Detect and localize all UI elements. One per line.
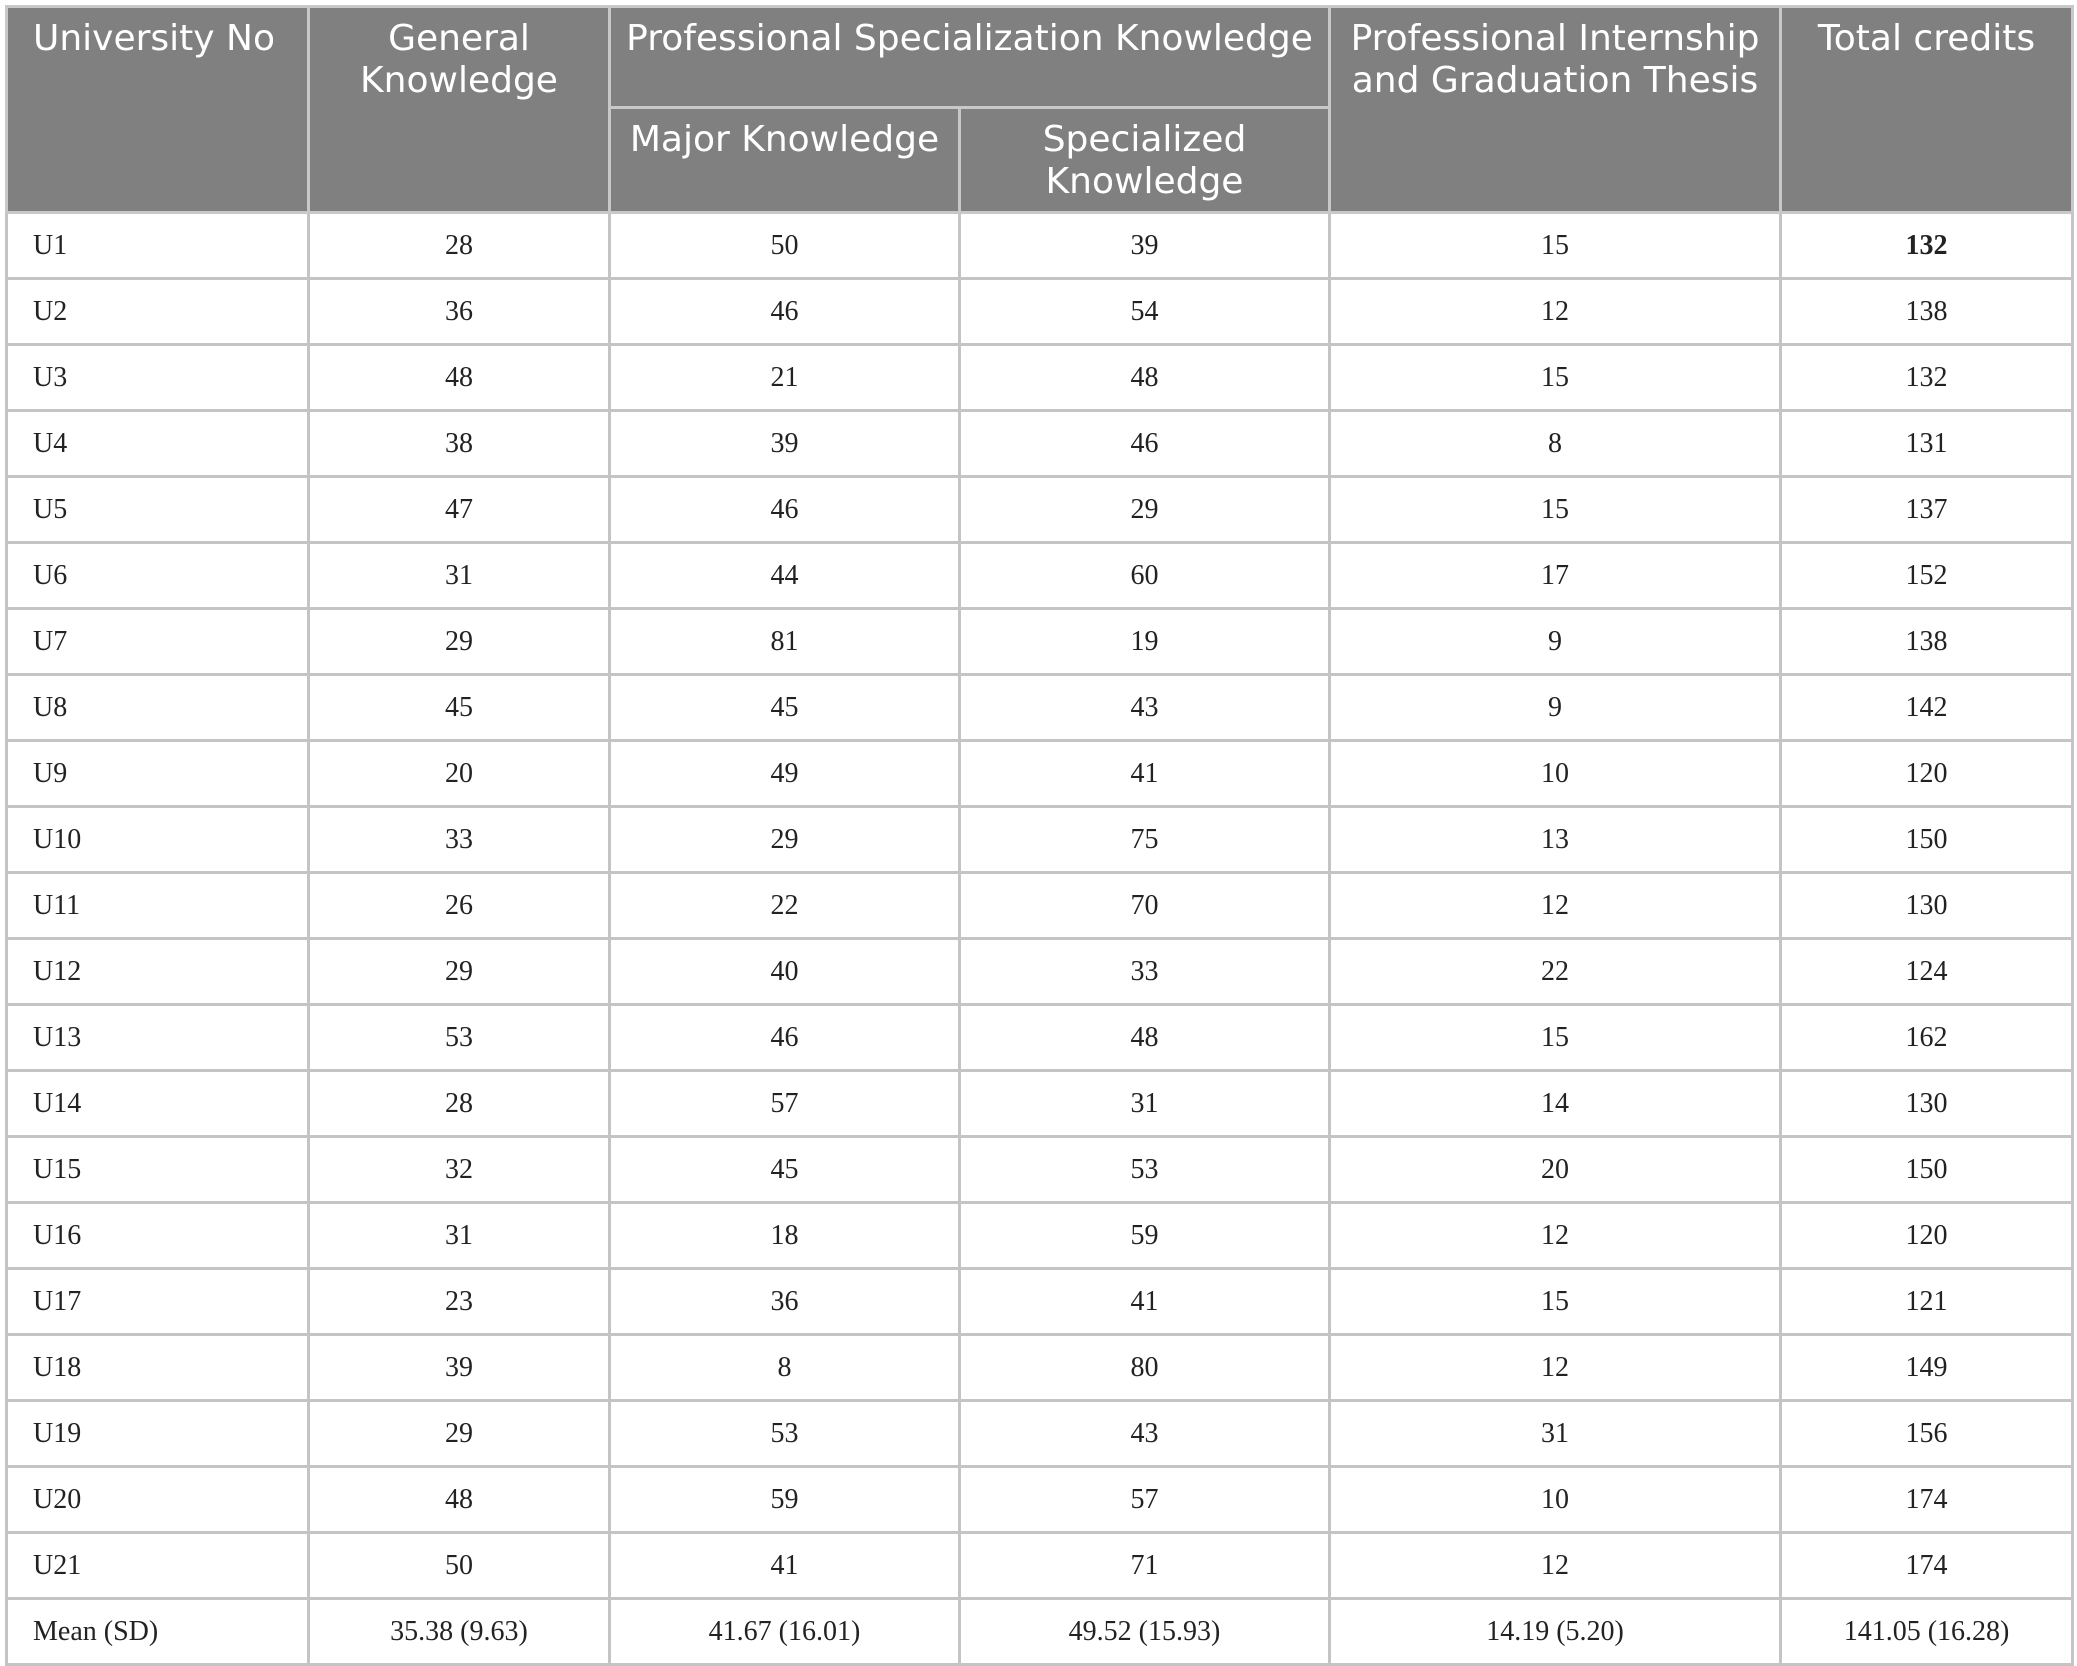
cell-total: 132: [1781, 213, 2073, 279]
cell-major: 29: [610, 807, 960, 873]
cell-general: 50: [309, 1533, 610, 1599]
cell-internship: 12: [1330, 873, 1781, 939]
cell-internship: 15: [1330, 345, 1781, 411]
cell-major: 36: [610, 1269, 960, 1335]
table-row: [7, 675, 2073, 741]
cell-internship: 15: [1330, 477, 1781, 543]
table-row: [7, 279, 2073, 345]
cell-specialized: 80: [960, 1335, 1330, 1401]
header-specialized-knowledge: Specialized Knowledge: [960, 108, 1330, 213]
cell-general: 38: [309, 411, 610, 477]
table-row: [7, 477, 2073, 543]
header-row-top: [7, 7, 2073, 108]
cell-specialized: 33: [960, 939, 1330, 1005]
table-row: [7, 1137, 2073, 1203]
cell-specialized: 29: [960, 477, 1330, 543]
cell-total: 152: [1781, 543, 2073, 609]
cell-major: 46: [610, 279, 960, 345]
cell-specialized: 43: [960, 1401, 1330, 1467]
cell-university: U14: [7, 1071, 309, 1137]
cell-general: 36: [309, 279, 610, 345]
cell-internship: 10: [1330, 1467, 1781, 1533]
cell-internship: 12: [1330, 1203, 1781, 1269]
cell-specialized: 71: [960, 1533, 1330, 1599]
cell-specialized: 43: [960, 675, 1330, 741]
cell-general: 31: [309, 543, 610, 609]
table-row: [7, 807, 2073, 873]
header-internship-thesis: Professional Internship and Graduation Thesis: [1330, 7, 1781, 213]
cell-total: 138: [1781, 609, 2073, 675]
cell-university: U3: [7, 345, 309, 411]
cell-general: 29: [309, 939, 610, 1005]
cell-general: 53: [309, 1005, 610, 1071]
cell-internship: 12: [1330, 1335, 1781, 1401]
cell-specialized: 53: [960, 1137, 1330, 1203]
cell-total: 141.05 (16.28): [1781, 1599, 2073, 1665]
cell-major: 21: [610, 345, 960, 411]
table-row: [7, 1401, 2073, 1467]
table-row: [7, 1203, 2073, 1269]
cell-general: 28: [309, 1071, 610, 1137]
credits-table: [5, 5, 2074, 1666]
cell-general: 48: [309, 345, 610, 411]
cell-general: 45: [309, 675, 610, 741]
cell-major: 81: [610, 609, 960, 675]
cell-internship: 22: [1330, 939, 1781, 1005]
cell-internship: 20: [1330, 1137, 1781, 1203]
table-row: [7, 543, 2073, 609]
cell-general: 31: [309, 1203, 610, 1269]
cell-total: 120: [1781, 1203, 2073, 1269]
cell-university: Mean (SD): [7, 1599, 309, 1665]
cell-major: 57: [610, 1071, 960, 1137]
cell-specialized: 39: [960, 213, 1330, 279]
cell-internship: 9: [1330, 675, 1781, 741]
cell-general: 32: [309, 1137, 610, 1203]
cell-internship: 17: [1330, 543, 1781, 609]
cell-university: U7: [7, 609, 309, 675]
cell-total: 132: [1781, 345, 2073, 411]
cell-general: 28: [309, 213, 610, 279]
table-row: [7, 939, 2073, 1005]
cell-internship: 15: [1330, 1005, 1781, 1071]
cell-total: 124: [1781, 939, 2073, 1005]
cell-specialized: 70: [960, 873, 1330, 939]
table-body: [7, 213, 2073, 1665]
cell-major: 45: [610, 1137, 960, 1203]
cell-major: 46: [610, 1005, 960, 1071]
cell-internship: 12: [1330, 279, 1781, 345]
cell-general: 33: [309, 807, 610, 873]
header-major-knowledge: Major Knowledge: [610, 108, 960, 213]
table-row: [7, 1533, 2073, 1599]
cell-total: 130: [1781, 1071, 2073, 1137]
table-row: [7, 873, 2073, 939]
cell-internship: 31: [1330, 1401, 1781, 1467]
cell-specialized: 48: [960, 1005, 1330, 1071]
cell-specialized: 60: [960, 543, 1330, 609]
cell-general: 47: [309, 477, 610, 543]
cell-university: U10: [7, 807, 309, 873]
cell-general: 35.38 (9.63): [309, 1599, 610, 1665]
cell-university: U16: [7, 1203, 309, 1269]
table-row: [7, 411, 2073, 477]
cell-internship: 12: [1330, 1533, 1781, 1599]
cell-specialized: 48: [960, 345, 1330, 411]
cell-university: U1: [7, 213, 309, 279]
cell-major: 46: [610, 477, 960, 543]
cell-major: 41: [610, 1533, 960, 1599]
cell-total: 130: [1781, 873, 2073, 939]
cell-major: 39: [610, 411, 960, 477]
cell-general: 20: [309, 741, 610, 807]
header-professional-specialization: Professional Specialization Knowledge: [610, 7, 1330, 108]
cell-general: 26: [309, 873, 610, 939]
cell-major: 22: [610, 873, 960, 939]
table-row: [7, 741, 2073, 807]
cell-major: 50: [610, 213, 960, 279]
cell-specialized: 46: [960, 411, 1330, 477]
cell-total: 137: [1781, 477, 2073, 543]
table-row: [7, 1005, 2073, 1071]
cell-university: U4: [7, 411, 309, 477]
cell-total: 142: [1781, 675, 2073, 741]
cell-total: 150: [1781, 1137, 2073, 1203]
table-row: [7, 609, 2073, 675]
cell-specialized: 31: [960, 1071, 1330, 1137]
cell-university: U20: [7, 1467, 309, 1533]
cell-general: 39: [309, 1335, 610, 1401]
cell-major: 49: [610, 741, 960, 807]
cell-university: U18: [7, 1335, 309, 1401]
cell-internship: 9: [1330, 609, 1781, 675]
cell-major: 40: [610, 939, 960, 1005]
cell-total: 121: [1781, 1269, 2073, 1335]
cell-specialized: 59: [960, 1203, 1330, 1269]
cell-total: 162: [1781, 1005, 2073, 1071]
cell-internship: 14: [1330, 1071, 1781, 1137]
cell-internship: 15: [1330, 1269, 1781, 1335]
cell-university: U21: [7, 1533, 309, 1599]
cell-total: 120: [1781, 741, 2073, 807]
cell-total: 131: [1781, 411, 2073, 477]
cell-internship: 15: [1330, 213, 1781, 279]
cell-major: 41.67 (16.01): [610, 1599, 960, 1665]
table-row: [7, 345, 2073, 411]
cell-major: 18: [610, 1203, 960, 1269]
summary-row: [7, 1599, 2073, 1665]
cell-general: 29: [309, 609, 610, 675]
cell-specialized: 19: [960, 609, 1330, 675]
cell-university: U12: [7, 939, 309, 1005]
cell-internship: 8: [1330, 411, 1781, 477]
table-row: [7, 1335, 2073, 1401]
cell-general: 29: [309, 1401, 610, 1467]
cell-university: U5: [7, 477, 309, 543]
cell-university: U8: [7, 675, 309, 741]
cell-university: U6: [7, 543, 309, 609]
table-row: [7, 1071, 2073, 1137]
cell-major: 53: [610, 1401, 960, 1467]
cell-specialized: 41: [960, 741, 1330, 807]
cell-university: U2: [7, 279, 309, 345]
cell-major: 44: [610, 543, 960, 609]
cell-total: 156: [1781, 1401, 2073, 1467]
cell-major: 8: [610, 1335, 960, 1401]
cell-major: 59: [610, 1467, 960, 1533]
header-total-credits: Total credits: [1781, 7, 2073, 213]
cell-internship: 10: [1330, 741, 1781, 807]
table-row: [7, 1269, 2073, 1335]
cell-specialized: 41: [960, 1269, 1330, 1335]
cell-total: 138: [1781, 279, 2073, 345]
table-row: [7, 213, 2073, 279]
table-row: [7, 1467, 2073, 1533]
cell-university: U9: [7, 741, 309, 807]
cell-total: 150: [1781, 807, 2073, 873]
cell-specialized: 57: [960, 1467, 1330, 1533]
cell-total: 149: [1781, 1335, 2073, 1401]
cell-university: U13: [7, 1005, 309, 1071]
header-general-knowledge: General Knowledge: [309, 7, 610, 213]
cell-specialized: 54: [960, 279, 1330, 345]
cell-total: 174: [1781, 1533, 2073, 1599]
header-university-no: University No: [7, 7, 309, 213]
cell-university: U15: [7, 1137, 309, 1203]
cell-specialized: 49.52 (15.93): [960, 1599, 1330, 1665]
cell-general: 48: [309, 1467, 610, 1533]
cell-specialized: 75: [960, 807, 1330, 873]
cell-university: U11: [7, 873, 309, 939]
cell-internship: 14.19 (5.20): [1330, 1599, 1781, 1665]
cell-major: 45: [610, 675, 960, 741]
cell-university: U17: [7, 1269, 309, 1335]
cell-internship: 13: [1330, 807, 1781, 873]
cell-total: 174: [1781, 1467, 2073, 1533]
cell-general: 23: [309, 1269, 610, 1335]
cell-university: U19: [7, 1401, 309, 1467]
